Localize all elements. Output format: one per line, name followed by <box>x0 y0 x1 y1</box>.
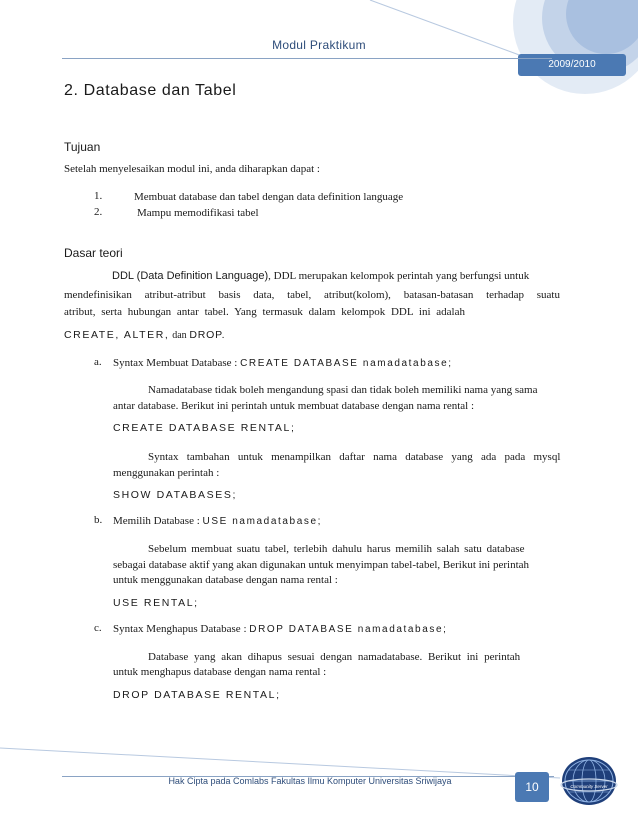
dasar-teori-line-1-rest: , DDL merupakan kelompok perintah yang berfungsi untuk <box>268 270 530 282</box>
ddl-commands-last: DROP. <box>189 329 226 341</box>
item-b-letter: b. <box>94 514 103 526</box>
item-b-desc-line-3: untuk menggunakan database dengan nama rental : <box>113 574 338 586</box>
logo-text: Community Server <box>570 784 608 789</box>
header-divider <box>62 58 552 59</box>
item-c-desc-line-2: untuk menghapus database dengan nama rental : <box>113 666 327 678</box>
item-c-syntax: DROP DATABASE namadatabase; <box>249 624 448 635</box>
item-c-example: DROP DATABASE RENTAL; <box>113 689 281 701</box>
tujuan-intro: Setelah menyelesaikan modul ini, anda diharapkan dapat : <box>64 163 320 175</box>
footer-copyright: Hak Cipta pada Comlabs Fakultas Ilmu Komputer Universitas Sriwijaya <box>168 776 452 786</box>
item-b-example: USE RENTAL; <box>113 597 199 609</box>
item-a-syntax: CREATE DATABASE namadatabase; <box>240 358 453 369</box>
item-b-desc-line-2: sebagai database aktif yang akan digunakan untuk menyimpan tabel-tabel, Berikut ini perintah <box>113 559 530 571</box>
ddl-commands <box>64 328 225 343</box>
item-c-letter: c. <box>94 622 102 634</box>
item-b-heading <box>113 514 322 529</box>
item-a-desc-line-2: antar database. Berikut ini perintah untuk membuat database dengan nama rental : <box>113 400 475 412</box>
tujuan-item-2-number: 2. <box>94 206 103 218</box>
header-title: Modul Praktikum <box>272 38 366 52</box>
tujuan-item-2-text: Mampu memodifikasi tabel <box>137 207 259 219</box>
item-b-desc-line-1: Sebelum membuat suatu tabel, terlebih dahulu harus memilih salah satu database <box>148 543 525 555</box>
item-b-syntax: USE namadatabase; <box>202 516 322 527</box>
item-c-label: Syntax Menghapus Database : <box>113 623 247 635</box>
item-c-desc-line-1: Database yang akan dihapus sesuai dengan namadatabase. Berikut ini perintah <box>148 651 521 663</box>
item-a-label: Syntax Membuat Database : <box>113 357 238 369</box>
item-b-label: Memilih Database : <box>113 515 200 527</box>
section-heading-dasar-teori: Dasar teori <box>64 246 123 260</box>
community-server-logo <box>560 755 618 807</box>
section-heading-tujuan: Tujuan <box>64 140 101 154</box>
ddl-commands-and: dan <box>172 330 187 341</box>
item-a-letter: a. <box>94 356 102 368</box>
item-c-heading <box>113 622 448 637</box>
item-a-desc-line-1: Namadatabase tidak boleh mengandung spasi dan tidak boleh memiliki nama yang sama <box>148 384 538 396</box>
item-a-desc2-line-1: Syntax tambahan untuk menampilkan daftar nama database yang ada pada mysql <box>148 451 561 463</box>
dasar-teori-line-1 <box>112 269 560 283</box>
dasar-teori-line-2: mendefinisikan atribut-atribut basis data, tabel, atribut(kolom), batasan-batasan terhadap suatu <box>64 289 560 301</box>
tujuan-item-1-text: Membuat database dan tabel dengan data definition language <box>134 191 404 203</box>
item-a-example-2: SHOW DATABASES; <box>113 489 237 501</box>
tujuan-item-1-number: 1. <box>94 190 103 202</box>
ddl-commands-code: CREATE, ALTER, <box>64 329 170 341</box>
page-number: 10 <box>515 772 549 802</box>
dasar-teori-line-3: atribut, serta hubungan antar tabel. Yang termasuk dalam kelompok DDL ini adalah <box>64 306 465 318</box>
item-a-example: CREATE DATABASE RENTAL; <box>113 422 296 434</box>
chapter-title: 2. Database dan Tabel <box>64 82 237 99</box>
item-a-desc2-line-2: menggunakan perintah : <box>113 467 220 479</box>
year-badge: 2009/2010 <box>548 59 596 70</box>
item-a-heading <box>113 356 453 371</box>
ddl-term: DDL (Data Definition Language) <box>112 270 269 282</box>
